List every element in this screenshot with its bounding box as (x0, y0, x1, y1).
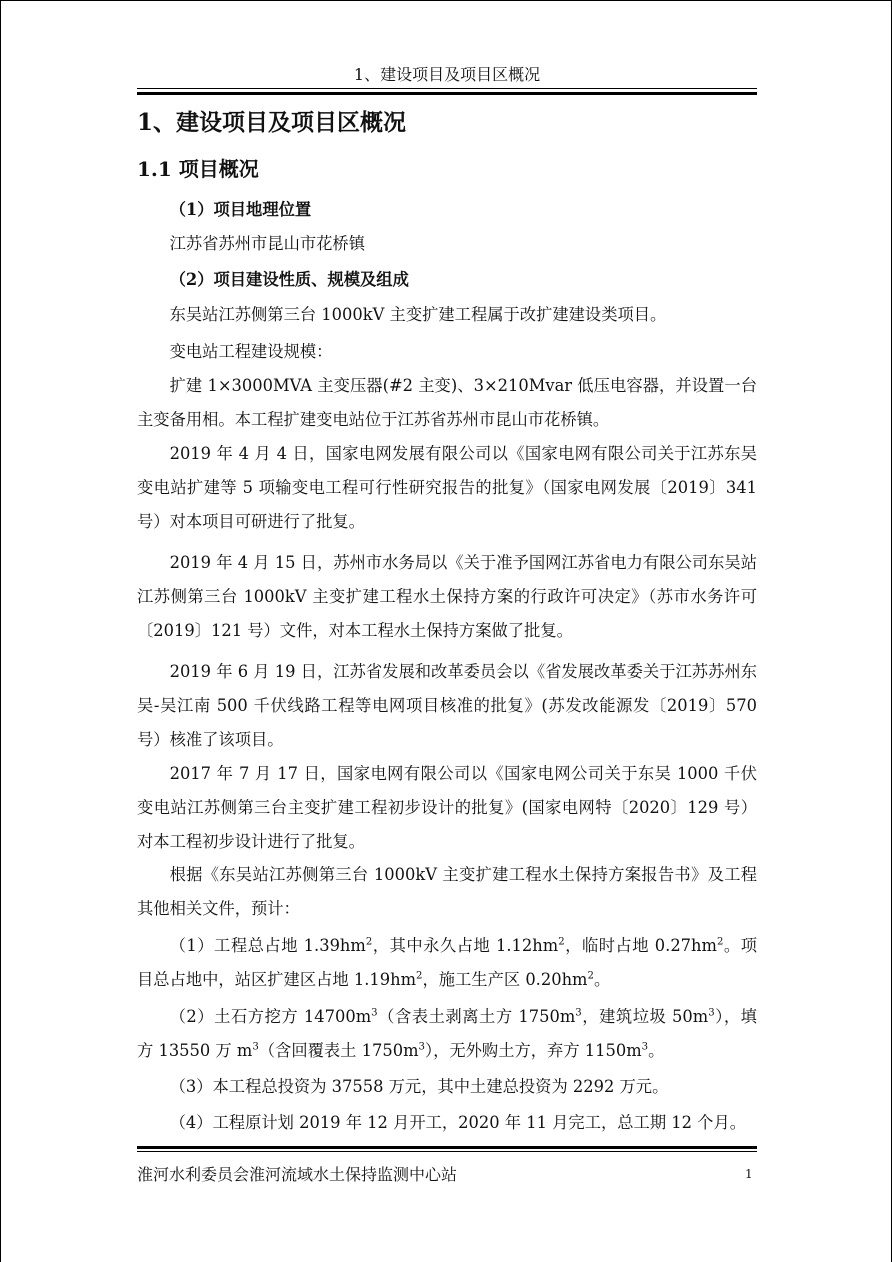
subheading-location: （1）项目地理位置 (169, 200, 312, 219)
running-header: 1、建设项目及项目区概况 (353, 65, 541, 84)
footer-rule-thin (137, 1151, 757, 1152)
paragraph-project-approval: 2019 年 6 月 19 日，江苏省发展和改革委员会以《省发展改革委关于江苏苏州东吴-吴江南 500 千伏线路工程等电网项目核准的批复》(苏发改能源发〔2019〕570 号）核准了该项目。 (137, 662, 757, 749)
page-border-top (0, 0, 892, 1)
paragraph-land-use: （1）工程总占地 $1.39hm^2$，其中永久占地 $1.12hm^2$，临时占地 $0.27hm^2$。项目总占地中，站区扩建区占地 $1.19hm^2$，施工生产区 $0.20hm^2$。 (137, 936, 757, 989)
subheading-nature-scale: （2）项目建设性质、规模及组成 (169, 270, 409, 289)
paragraph-investment: （3）本工程总投资为 37558 万元，其中土建总投资为 2292 万元。 (169, 1077, 669, 1096)
footer-organization: 淮河水利委员会淮河流域水土保持监测中心站 (137, 1165, 458, 1184)
paragraph-scale-intro: 变电站工程建设规模： (169, 342, 333, 361)
paragraph-design-approval: 2017 年 7 月 17 日，国家电网有限公司以《国家电网公司关于东吴 1000 千伏变电站江苏侧第三台主变扩建工程初步设计的批复》(国家电网特〔2020〕129 号）对本工程初步设计进行了批复。 (137, 764, 757, 851)
paragraph-schedule: （4）工程原计划 2019 年 12 月开工，2020 年 11 月完工，总工期 12 个月。 (169, 1113, 747, 1132)
paragraph-earthwork: （2）土石方挖方 $14700m^3$（含表土剥离土方 $1750m^3$，建筑垃圾 $50m^3$），填方 13550 万 $m^3$（含回覆表土 $1750m^3$），无外购土方，弃方 $1150m^3$。 (137, 1007, 757, 1060)
paragraph-feasibility-approval: 2019 年 4 月 4 日，国家电网发展有限公司以《国家电网有限公司关于江苏东吴变电站扩建等 5 项输变电工程可行性研究报告的批复》（国家电网发展〔2019〕341 号）对本项目可研进行了批复。 (137, 444, 757, 531)
section-heading: 1、建设项目及项目区概况 (137, 109, 407, 136)
footer-rule-thick (137, 1146, 757, 1149)
page-number: 1 (745, 1167, 753, 1181)
header-rule-thin (137, 88, 757, 89)
paragraph-nature: 东吴站江苏侧第三台 1000kV 主变扩建工程属于改扩建建设类项目。 (169, 305, 667, 324)
paragraph-soil-plan-approval: 2019 年 4 月 15 日，苏州市水务局以《关于准予国网江苏省电力有限公司东吴站江苏侧第三台 1000kV 主变扩建工程水土保持方案的行政许可决定》（苏市水务许可〔2019〕121 号）文件，对本工程水土保持方案做了批复。 (137, 553, 757, 640)
paragraph-estimate-intro: 根据《东吴站江苏侧第三台 1000kV 主变扩建工程水土保持方案报告书》及工程其他相关文件，预计： (137, 865, 757, 918)
header-rule-thick (137, 92, 757, 95)
paragraph-scale: 扩建 1×3000MVA 主变压器(#2 主变)、3×210Mvar 低压电容器，并设置一台主变备用相。本工程扩建变电站位于江苏省苏州市昆山市花桥镇。 (137, 376, 757, 429)
page-border-left (0, 0, 1, 1262)
subsection-heading: 1.1 项目概况 (137, 157, 259, 181)
location-text: 江苏省苏州市昆山市花桥镇 (169, 234, 365, 253)
